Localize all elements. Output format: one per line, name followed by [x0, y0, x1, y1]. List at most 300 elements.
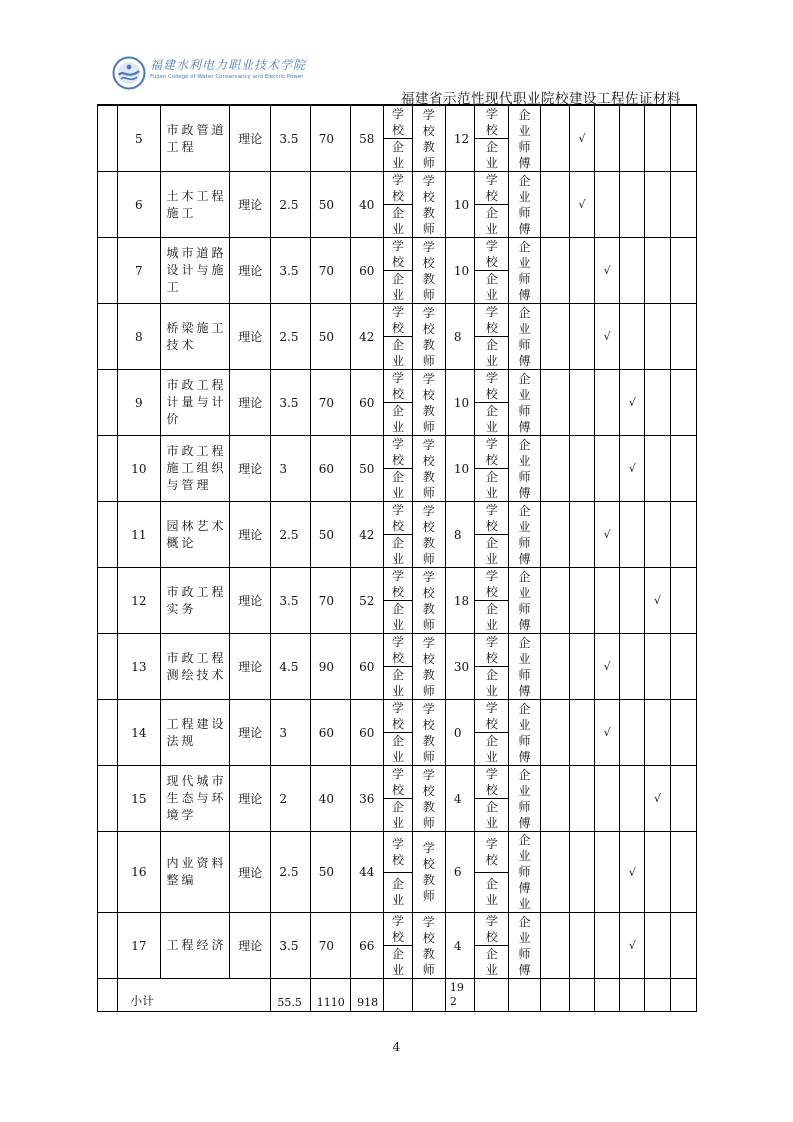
semester-cell-1	[540, 634, 569, 700]
course-name	[160, 832, 230, 913]
stack-char: 业	[391, 354, 404, 368]
semester-cell-2	[569, 766, 594, 832]
stack-char: 企	[391, 602, 404, 616]
stack-char: 企	[485, 877, 498, 892]
course-name-line: 设计与施	[166, 263, 227, 277]
stack-char: 业	[518, 453, 531, 468]
summary-empty	[412, 979, 445, 1012]
practice-venue-school	[475, 568, 509, 601]
total-hours: 70	[310, 238, 350, 304]
summary-empty	[569, 979, 594, 1012]
stack-char: 教	[422, 873, 435, 887]
course-name	[160, 568, 230, 634]
practice-teacher	[509, 913, 540, 979]
stack-char: 学	[485, 437, 498, 451]
theory-venue-enterprise	[384, 872, 412, 913]
stack-char: 傅	[518, 485, 531, 500]
stack-char: 企	[518, 173, 531, 188]
semester-cell-2	[569, 370, 594, 436]
theory-hours: 58	[351, 106, 384, 172]
stack-char: 业	[391, 684, 404, 698]
course-index: 16	[118, 832, 160, 913]
theory-teacher	[412, 568, 445, 634]
stack-char: 企	[485, 470, 498, 484]
theory-hours: 60	[351, 700, 384, 766]
stack-char: 学	[391, 371, 404, 385]
stack-char: 业	[485, 222, 498, 236]
total-hours: 50	[310, 832, 350, 913]
practice-teacher	[509, 172, 540, 238]
stack-char: 师	[422, 155, 435, 170]
course-index: 12	[118, 568, 160, 634]
stack-char: 师	[518, 601, 531, 616]
stack-char: 师	[422, 962, 435, 977]
semester-cell-1	[540, 913, 569, 979]
table-row	[98, 106, 697, 139]
stack-char: 企	[391, 668, 404, 682]
semester-check-mark: √	[595, 502, 620, 568]
theory-hours: 44	[351, 832, 384, 913]
semester-cell-6	[670, 766, 696, 832]
stack-char: 校	[422, 930, 435, 945]
stack-char: 傅	[518, 683, 531, 698]
semester-cell-4	[620, 238, 645, 304]
stack-char: 业	[391, 893, 404, 908]
course-name-line: 境学	[166, 808, 197, 822]
theory-venue-school	[384, 700, 412, 733]
semester-cell-5	[645, 304, 670, 370]
course-name-line: 与管理	[166, 478, 212, 492]
course-name	[160, 502, 230, 568]
total-hours: 70	[310, 106, 350, 172]
semester-cell-5	[645, 106, 670, 172]
page-header-title: 福建省示范性现代职业院校建设工程佐证材料	[401, 91, 681, 107]
practice-hours: 6	[445, 832, 474, 913]
practice-hours: 10	[445, 238, 474, 304]
theory-venue-school	[384, 766, 412, 799]
course-name-line: 土木工程	[166, 188, 227, 203]
stack-char: 业	[518, 849, 531, 863]
stack-char: 企	[485, 272, 498, 286]
course-name-line: 市政管道	[166, 122, 227, 137]
course-index: 6	[118, 172, 160, 238]
stack-char: 师	[518, 139, 531, 154]
semester-cell-2	[569, 502, 594, 568]
theory-teacher	[412, 700, 445, 766]
practice-venue-enterprise	[475, 946, 509, 979]
theory-venue-enterprise	[384, 469, 412, 502]
stack-char: 师	[518, 337, 531, 352]
stack-char: 学	[391, 767, 404, 781]
semester-cell-2	[569, 634, 594, 700]
stack-char: 校	[422, 585, 435, 600]
semester-cell-3	[595, 172, 620, 238]
semester-cell-6	[670, 370, 696, 436]
stack-char: 企	[485, 602, 498, 616]
course-index: 13	[118, 634, 160, 700]
semester-check-mark: √	[569, 172, 594, 238]
total-hours: 60	[310, 700, 350, 766]
semester-cell-5	[645, 172, 670, 238]
semester-cell-6	[670, 502, 696, 568]
semester-cell-6	[670, 913, 696, 979]
stack-char: 傅	[518, 221, 531, 236]
stack-char: 教	[422, 337, 435, 352]
theory-teacher	[412, 304, 445, 370]
credit-value: 3.5	[271, 913, 310, 979]
semester-check-mark: √	[595, 238, 620, 304]
practice-venue-school	[475, 238, 509, 271]
stack-char: 学	[391, 437, 404, 451]
semester-cell-6	[670, 436, 696, 502]
theory-venue-school	[384, 832, 412, 873]
table-row	[98, 766, 697, 799]
stack-char: 师	[518, 271, 531, 286]
stack-char: 企	[391, 536, 404, 550]
practice-teacher	[509, 832, 540, 913]
table-row	[98, 634, 697, 667]
practice-venue-school	[475, 304, 509, 337]
course-name-line: 园林艺术	[166, 518, 227, 533]
course-type: 理论	[230, 172, 271, 238]
semester-cell-1	[540, 436, 569, 502]
stack-char: 企	[518, 305, 531, 320]
college-logo	[112, 50, 307, 92]
credit-value: 3.5	[271, 568, 310, 634]
logo-subtitle: Fujian College of Water Conservancy and Electric Power	[150, 74, 304, 80]
stack-char: 学	[422, 239, 435, 254]
semester-cell-2	[569, 913, 594, 979]
practice-venue-enterprise	[475, 601, 509, 634]
course-name-line: 市政工程	[166, 584, 227, 599]
semester-cell-6	[670, 568, 696, 634]
course-index: 8	[118, 304, 160, 370]
semester-check-mark: √	[645, 766, 670, 832]
stack-char: 业	[485, 750, 498, 764]
semester-cell-2	[569, 238, 594, 304]
stack-char: 校	[391, 651, 404, 665]
course-name-line: 法规	[166, 733, 197, 748]
stack-char: 企	[391, 947, 404, 961]
summary-label: 小计	[118, 979, 271, 1012]
stack-char: 业	[485, 288, 498, 302]
stack-char: 企	[391, 404, 404, 418]
stack-char: 校	[422, 857, 435, 871]
stack-char: 学	[485, 503, 498, 517]
stack-char: 校	[422, 783, 435, 798]
summary-theory: 918	[351, 979, 384, 1012]
summary-empty	[670, 979, 696, 1012]
practice-hours: 10	[445, 370, 474, 436]
practice-venue-school	[475, 913, 509, 946]
stack-char: 企	[485, 800, 498, 814]
category-column	[98, 766, 118, 832]
semester-cell-4	[620, 106, 645, 172]
stack-char: 校	[485, 453, 498, 467]
course-type: 理论	[230, 568, 271, 634]
course-name-line: 整编	[166, 873, 197, 887]
credit-value: 3.5	[271, 370, 310, 436]
stack-char: 业	[485, 684, 498, 698]
theory-venue-enterprise	[384, 667, 412, 700]
stack-char: 师	[518, 205, 531, 220]
stack-char: 学	[391, 569, 404, 583]
summary-empty	[509, 979, 540, 1012]
stack-char: 企	[518, 371, 531, 386]
stack-char: 傅	[518, 962, 531, 977]
course-type: 理论	[230, 106, 271, 172]
stack-char: 师	[518, 535, 531, 550]
stack-char: 师	[422, 287, 435, 302]
stack-char: 校	[422, 651, 435, 666]
stack-char: 教	[422, 601, 435, 616]
semester-cell-5	[645, 502, 670, 568]
theory-hours: 50	[351, 436, 384, 502]
stack-char: 教	[422, 469, 435, 484]
stack-char: 业	[391, 288, 404, 302]
stack-char: 企	[485, 668, 498, 682]
semester-check-mark: √	[620, 913, 645, 979]
course-name	[160, 172, 230, 238]
theory-teacher	[412, 913, 445, 979]
practice-teacher	[509, 568, 540, 634]
course-name	[160, 238, 230, 304]
stack-char: 企	[485, 140, 498, 154]
semester-cell-5	[645, 913, 670, 979]
course-name-line: 价	[166, 412, 182, 426]
stack-char: 校	[391, 783, 404, 797]
semester-cell-4	[620, 304, 645, 370]
stack-char: 业	[485, 486, 498, 500]
stack-char: 业	[518, 897, 531, 911]
stack-char: 教	[422, 733, 435, 748]
theory-teacher	[412, 766, 445, 832]
course-type: 理论	[230, 436, 271, 502]
stack-char: 师	[422, 889, 435, 903]
practice-teacher	[509, 238, 540, 304]
practice-venue-enterprise	[475, 271, 509, 304]
summary-empty	[475, 979, 509, 1012]
stack-char: 企	[485, 338, 498, 352]
stack-char: 企	[518, 833, 531, 847]
practice-teacher	[509, 304, 540, 370]
category-column	[98, 304, 118, 370]
practice-teacher	[509, 634, 540, 700]
stack-char: 傅	[518, 353, 531, 368]
course-name	[160, 913, 230, 979]
semester-cell-4	[620, 172, 645, 238]
course-index: 9	[118, 370, 160, 436]
stack-char: 校	[391, 453, 404, 467]
course-name-line: 施工组织	[166, 461, 227, 475]
stack-char: 校	[422, 717, 435, 732]
theory-venue-enterprise	[384, 799, 412, 832]
stack-char: 业	[518, 783, 531, 798]
theory-venue-school	[384, 370, 412, 403]
stack-char: 傅	[518, 419, 531, 434]
course-name	[160, 634, 230, 700]
stack-char: 师	[422, 617, 435, 632]
stack-char: 企	[485, 206, 498, 220]
stack-char: 业	[518, 930, 531, 945]
course-name-line: 工程经济	[166, 938, 227, 952]
practice-venue-enterprise	[475, 733, 509, 766]
stack-char: 校	[485, 123, 498, 137]
course-index: 14	[118, 700, 160, 766]
course-index: 15	[118, 766, 160, 832]
stack-char: 业	[518, 519, 531, 534]
stack-char: 业	[518, 585, 531, 600]
stack-char: 学	[485, 569, 498, 583]
course-type: 理论	[230, 502, 271, 568]
course-name-line: 技术	[166, 337, 197, 352]
stack-char: 师	[422, 815, 435, 830]
course-name	[160, 436, 230, 502]
semester-cell-1	[540, 832, 569, 913]
theory-venue-enterprise	[384, 601, 412, 634]
theory-venue-enterprise	[384, 733, 412, 766]
practice-venue-school	[475, 106, 509, 139]
stack-char: 师	[518, 865, 531, 879]
practice-venue-enterprise	[475, 799, 509, 832]
theory-venue-school	[384, 436, 412, 469]
practice-hours: 4	[445, 766, 474, 832]
theory-hours: 52	[351, 568, 384, 634]
course-name-line: 概论	[166, 535, 197, 550]
theory-venue-school	[384, 106, 412, 139]
total-hours: 70	[310, 370, 350, 436]
course-name-line: 生态与环	[166, 791, 227, 805]
practice-hours: 18	[445, 568, 474, 634]
category-column	[98, 634, 118, 700]
stack-char: 学	[485, 107, 498, 121]
theory-teacher	[412, 502, 445, 568]
theory-venue-school	[384, 238, 412, 271]
semester-cell-2	[569, 568, 594, 634]
stack-char: 业	[518, 189, 531, 204]
stack-char: 校	[422, 189, 435, 204]
theory-teacher	[412, 172, 445, 238]
course-name-line: 工程建设	[166, 716, 227, 731]
semester-cell-4	[620, 502, 645, 568]
credit-value: 2.5	[271, 502, 310, 568]
practice-venue-enterprise	[475, 205, 509, 238]
semester-check-mark: √	[645, 568, 670, 634]
stack-char: 教	[422, 667, 435, 682]
semester-check-mark: √	[595, 634, 620, 700]
total-hours: 60	[310, 436, 350, 502]
stack-char: 企	[391, 877, 404, 892]
category-column	[98, 238, 118, 304]
stack-char: 校	[485, 585, 498, 599]
stack-char: 校	[422, 255, 435, 270]
practice-hours: 8	[445, 502, 474, 568]
stack-char: 师	[518, 403, 531, 418]
category-column	[98, 172, 118, 238]
semester-cell-2	[569, 700, 594, 766]
stack-char: 傅	[518, 551, 531, 566]
theory-teacher	[412, 832, 445, 913]
logo-text: 福建水利电力职业技术学院	[150, 58, 307, 72]
stack-char: 傅	[518, 815, 531, 830]
stack-char: 学	[422, 635, 435, 650]
semester-cell-6	[670, 238, 696, 304]
stack-char: 校	[391, 930, 404, 944]
stack-char: 业	[518, 387, 531, 402]
stack-char: 业	[485, 893, 498, 908]
theory-hours: 66	[351, 913, 384, 979]
semester-cell-6	[670, 832, 696, 913]
theory-venue-enterprise	[384, 271, 412, 304]
stack-char: 企	[391, 734, 404, 748]
theory-hours: 60	[351, 238, 384, 304]
summary-empty	[384, 979, 412, 1012]
stack-char: 学	[391, 305, 404, 319]
stack-char: 傅	[518, 155, 531, 170]
category-column	[98, 370, 118, 436]
stack-char: 学	[391, 914, 404, 928]
semester-cell-1	[540, 106, 569, 172]
college-emblem-icon	[112, 56, 146, 90]
stack-char: 校	[485, 519, 498, 533]
table-row	[98, 436, 697, 469]
stack-char: 业	[391, 816, 404, 830]
credit-value: 3.5	[271, 106, 310, 172]
category-column	[98, 502, 118, 568]
semester-cell-5	[645, 832, 670, 913]
semester-cell-5	[645, 436, 670, 502]
semester-cell-3	[595, 106, 620, 172]
total-hours: 40	[310, 766, 350, 832]
practice-venue-enterprise	[475, 337, 509, 370]
stack-char: 业	[485, 420, 498, 434]
stack-char: 师	[518, 469, 531, 484]
stack-char: 校	[485, 852, 498, 867]
stack-char: 校	[485, 930, 498, 944]
stack-char: 校	[422, 387, 435, 402]
theory-teacher	[412, 238, 445, 304]
stack-char: 业	[391, 156, 404, 170]
practice-teacher	[509, 106, 540, 172]
page-number: 4	[392, 1040, 401, 1054]
stack-char: 业	[518, 717, 531, 732]
semester-cell-2	[569, 304, 594, 370]
category-column	[98, 913, 118, 979]
semester-cell-4	[620, 568, 645, 634]
practice-hours: 8	[445, 304, 474, 370]
stack-char: 师	[422, 221, 435, 236]
stack-char: 企	[518, 437, 531, 452]
theory-teacher	[412, 370, 445, 436]
semester-cell-3	[595, 436, 620, 502]
practice-hours: 4	[445, 913, 474, 979]
course-type: 理论	[230, 634, 271, 700]
summary-practice-part: 2	[449, 995, 457, 1008]
stack-char: 业	[485, 618, 498, 632]
theory-venue-enterprise	[384, 337, 412, 370]
summary-practice	[445, 979, 474, 1012]
semester-cell-1	[540, 172, 569, 238]
course-type: 理论	[230, 913, 271, 979]
practice-hours: 0	[445, 700, 474, 766]
stack-char: 学	[422, 305, 435, 320]
stack-char: 教	[422, 271, 435, 286]
stack-char: 校	[422, 321, 435, 336]
course-name	[160, 106, 230, 172]
practice-hours: 12	[445, 106, 474, 172]
course-type: 理论	[230, 832, 271, 913]
practice-venue-school	[475, 700, 509, 733]
